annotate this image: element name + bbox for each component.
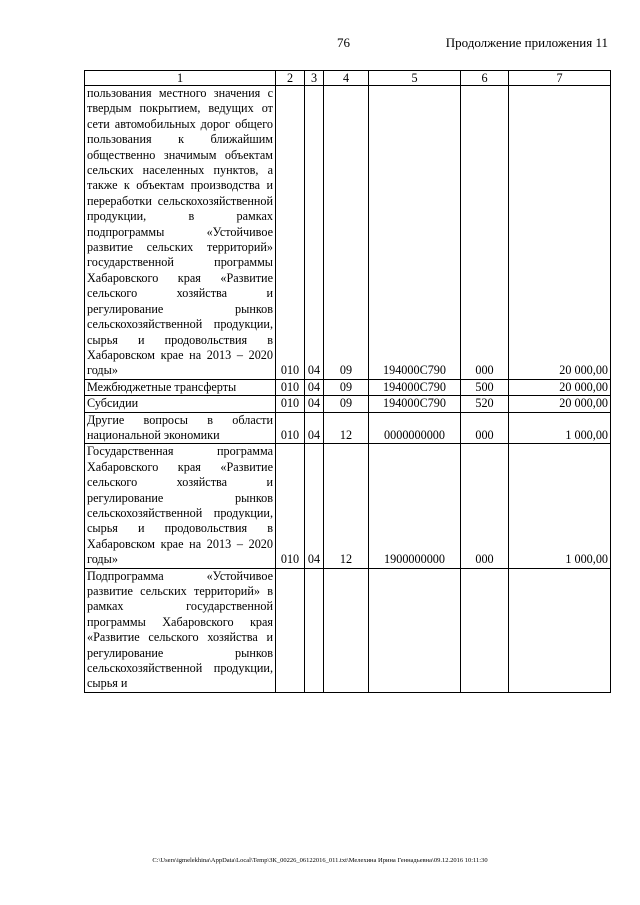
budget-table: [84, 70, 611, 693]
cell-target-article: [369, 568, 461, 692]
table-row: [85, 379, 611, 395]
cell-expense-type: 500: [461, 379, 509, 395]
cell-target-article: 1900000000: [369, 444, 461, 568]
row-description: Межбюджетные трансферты: [85, 379, 276, 395]
cell-target-article: 194000С790: [369, 379, 461, 395]
column-header: 2: [276, 71, 305, 86]
column-header: 7: [509, 71, 611, 86]
table-row: [85, 444, 611, 568]
cell-code: 010: [276, 444, 305, 568]
document-file-path: C:\Users\igmelekhina\AppData\Local\Temp\ЗК_00226_06122016_011.txt\Мелехина Ирина Геннадьевна\09.12.2016 10:11:30: [152, 857, 488, 864]
cell-code: 010: [276, 86, 305, 380]
cell-amount: 20 000,00: [509, 396, 611, 412]
table-row: [85, 412, 611, 444]
row-description: пользования местного значения с твердым покрытием, ведущих от сети автомобильных дорог общего пользования к ближайшим общественно значимым объектам сельских населенных пунктов, а также к объектам производства и переработки сельскохозяйственной продукции, в рамках подпрограммы «Устойчивое развитие сельских территорий» государственной программы Хабаровского края «Развитие сельского хозяйства и регулирование рынков сельскохозяйственной продукции, сырья и продовольствия в Хабаровском крае на 2013 – 2020 годы»: [85, 86, 276, 380]
column-header: 6: [461, 71, 509, 86]
cell-code: 010: [276, 412, 305, 444]
cell-target-article: 194000С790: [369, 396, 461, 412]
cell-expense-type: [461, 568, 509, 692]
table-row: [85, 568, 611, 692]
cell-section: 04: [305, 412, 324, 444]
cell-section: 04: [305, 86, 324, 380]
row-description: Другие вопросы в области национальной экономики: [85, 412, 276, 444]
cell-expense-type: 000: [461, 86, 509, 380]
row-description: Подпрограмма «Устойчивое развитие сельских территорий» в рамках государственной программы Хабаровского края «Развитие сельского хозяйства и регулирование рынков сельскохозяйственной продукции, сырья и: [85, 568, 276, 692]
table-header-row: [85, 71, 611, 86]
row-description: Государственная программа Хабаровского края «Развитие сельского хозяйства и регулирование рынков сельскохозяйственной продукции, сырья и продовольствия в Хабаровском крае на 2013 – 2020 годы»: [85, 444, 276, 568]
page-number: 76: [337, 35, 350, 50]
column-header: 3: [305, 71, 324, 86]
cell-subsection: 12: [324, 444, 369, 568]
cell-amount: 1 000,00: [509, 444, 611, 568]
cell-target-article: 0000000000: [369, 412, 461, 444]
cell-subsection: 12: [324, 412, 369, 444]
cell-amount: [509, 568, 611, 692]
cell-subsection: [324, 568, 369, 692]
cell-subsection: 09: [324, 379, 369, 395]
table-row: [85, 396, 611, 412]
cell-subsection: 09: [324, 86, 369, 380]
cell-code: 010: [276, 379, 305, 395]
cell-section: 04: [305, 444, 324, 568]
cell-amount: 20 000,00: [509, 379, 611, 395]
cell-amount: 1 000,00: [509, 412, 611, 444]
cell-section: 04: [305, 396, 324, 412]
table-row: [85, 86, 611, 380]
appendix-continuation-label: Продолжение приложения 11: [445, 35, 608, 50]
column-header: 5: [369, 71, 461, 86]
column-header: 4: [324, 71, 369, 86]
cell-expense-type: 000: [461, 444, 509, 568]
cell-amount: 20 000,00: [509, 86, 611, 380]
cell-expense-type: 520: [461, 396, 509, 412]
column-header: 1: [85, 71, 276, 86]
cell-section: 04: [305, 379, 324, 395]
cell-target-article: 194000С790: [369, 86, 461, 380]
row-description: Субсидии: [85, 396, 276, 412]
page-header: [0, 35, 640, 55]
cell-code: 010: [276, 396, 305, 412]
cell-section: [305, 568, 324, 692]
cell-expense-type: 000: [461, 412, 509, 444]
cell-subsection: 09: [324, 396, 369, 412]
cell-code: [276, 568, 305, 692]
